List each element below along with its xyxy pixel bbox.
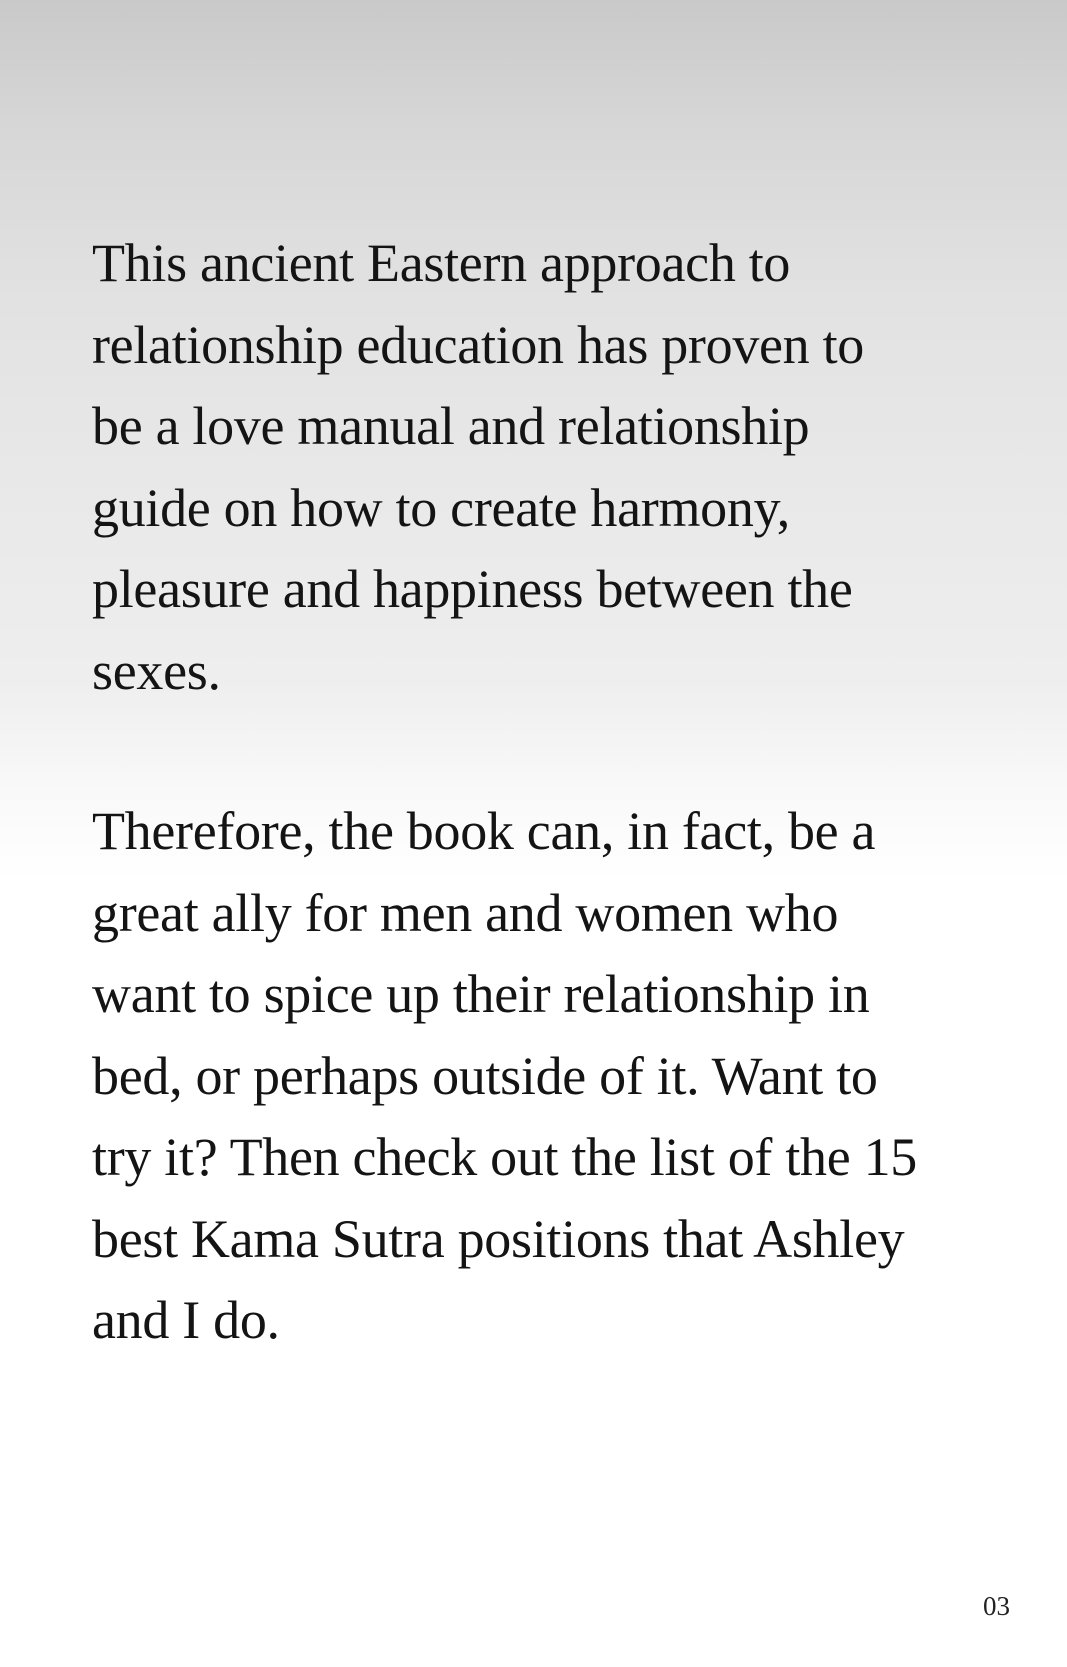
page-number: 03 (983, 1591, 1010, 1621)
body-paragraph-1: This ancient Eastern approach to relationship education has proven to be a love manual and relationship guide on how to create harmony, pleasure and happiness between the sexes. (92, 233, 864, 701)
body-paragraph-2: Therefore, the book can, in fact, be a great ally for men and women who want to spice up their relationship in bed, or perhaps outside of it. Want to try it? Then check out the list of the 15 best Kama Sutra positions that Ashley and I do. (92, 801, 917, 1350)
